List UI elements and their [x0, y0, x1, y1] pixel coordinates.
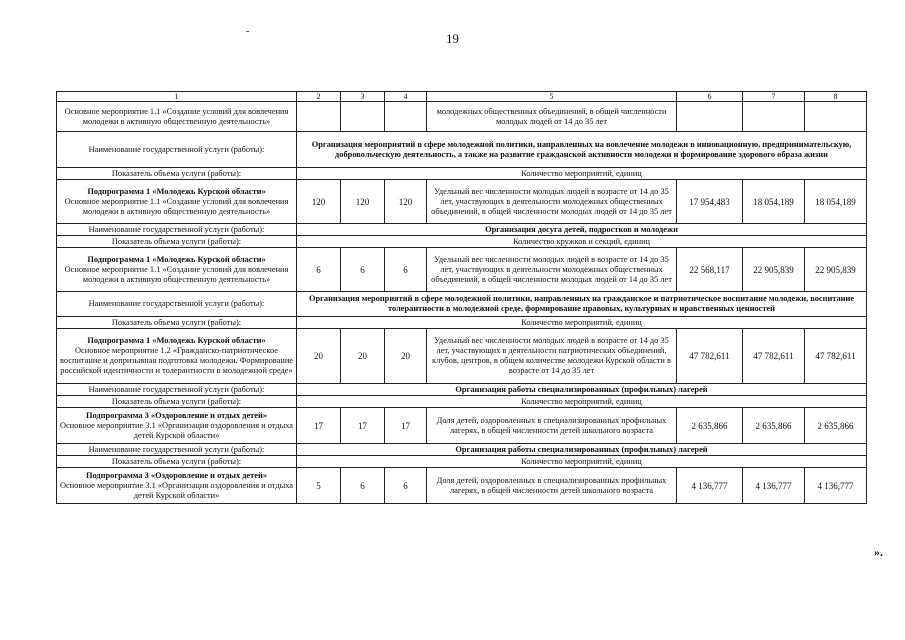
- amount-cell: 4 136,777: [743, 468, 805, 504]
- amount-cell: 22 568,117: [677, 248, 743, 292]
- value-cell: 6: [341, 468, 385, 504]
- value-cell: 120: [385, 180, 427, 224]
- amount-cell: [743, 102, 805, 132]
- header-cell: 8: [805, 92, 867, 102]
- header-row: [57, 92, 867, 102]
- service-row: [57, 292, 867, 317]
- value-cell: [297, 102, 341, 132]
- main-activity: Основное мероприятие 1.1 «Создание условий для вовлечения молодежи в активную общественную деятельность»: [64, 106, 289, 126]
- program-row: [57, 329, 867, 384]
- volume-indicator: Количество кружков и секций, единиц: [297, 236, 867, 248]
- subprogram-title: Подпрограмма 1 «Молодежь Курской области»: [87, 186, 266, 196]
- indicator-description: Удельный вес численности молодых людей в возрасте от 14 до 35 лет, участвующих в деятельности молодежных общественных объединений, в общей численности молодых людей от 14 до 35 лет: [427, 180, 677, 224]
- service-row: [57, 384, 867, 396]
- scan-mark: -: [246, 26, 250, 37]
- value-cell: [385, 102, 427, 132]
- subprogram-title: Подпрограмма 3 «Оздоровление и отдых детей»: [85, 410, 268, 420]
- service-name: Организация работы специализированных (профильных) лагерей: [297, 384, 867, 396]
- program-cell: [57, 408, 297, 444]
- program-cell: [57, 329, 297, 384]
- main-activity: Основное мероприятие 1.1 «Создание условий для вовлечения молодежи в активную общественную деятельность»: [64, 196, 289, 216]
- value-cell: 17: [297, 408, 341, 444]
- amount-cell: 47 782,611: [805, 329, 867, 384]
- services-table: [56, 91, 867, 504]
- table-body: [57, 92, 867, 504]
- value-cell: 17: [341, 408, 385, 444]
- row-label: Показатель объема услуги (работы):: [57, 396, 297, 408]
- program-row: [57, 180, 867, 224]
- service-name: Организация досуга детей, подростков и молодежи: [297, 224, 867, 236]
- amount-cell: 47 782,611: [677, 329, 743, 384]
- closing-quote: ».: [874, 545, 883, 559]
- volume-indicator: Количество мероприятий, единиц: [297, 396, 867, 408]
- value-cell: 20: [341, 329, 385, 384]
- subprogram-title: Подпрограмма 1 «Молодежь Курской области»: [87, 336, 266, 345]
- service-row: [57, 168, 867, 180]
- amount-cell: [805, 102, 867, 132]
- service-name: Организация работы специализированных (профильных) лагерей: [297, 444, 867, 456]
- amount-cell: 4 136,777: [677, 468, 743, 504]
- service-row: [57, 444, 867, 456]
- amount-cell: 22 905,839: [743, 248, 805, 292]
- value-cell: 20: [297, 329, 341, 384]
- header-cell: 3: [341, 92, 385, 102]
- value-cell: 6: [341, 248, 385, 292]
- row-label: Показатель объема услуги (работы):: [57, 236, 297, 248]
- value-cell: 5: [297, 468, 341, 504]
- header-cell: 2: [297, 92, 341, 102]
- indicator-description: Удельный вес численности молодых людей в возрасте от 14 до 35 лет, участвующих в деятельности молодежных общественных объединений, в общей численности молодых людей от 14 до 35 лет: [427, 248, 677, 292]
- main-activity: Основное мероприятие 3.1 «Организация оздоровления и отдыха детей Курской области»: [59, 420, 294, 440]
- amount-cell: 4 136,777: [805, 468, 867, 504]
- main-activity: Основное мероприятие 1.2 «Гражданско-патриотическое воспитание и допризывная подготовка молодежи. Формирование российской идентичности и толерантности в молодежной среде»: [59, 346, 294, 375]
- page-number: 19: [446, 31, 459, 46]
- indicator-description: Удельный вес численности молодых людей в возрасте от 14 до 35 лет, участвующих в деятельности патриотических объединений, клубов, центров, в общем количестве молодежи Курской области в возрасте от 14 до 35 лет: [427, 329, 677, 384]
- service-row: [57, 396, 867, 408]
- amount-cell: 22 905,839: [805, 248, 867, 292]
- main-activity: Основное мероприятие 1.1 «Создание условий для вовлечения молодежи в активную общественную деятельность»: [64, 264, 289, 284]
- service-row: [57, 456, 867, 468]
- service-row: [57, 317, 867, 329]
- indicator-description: Доля детей, оздоровленных в специализированных профильных лагерях, в общей численности детей школьного возраста: [427, 408, 677, 444]
- row-label: Наименование государственной услуги (работы):: [57, 132, 297, 168]
- amount-cell: 2 635,866: [677, 408, 743, 444]
- subprogram-title: Подпрограмма 3 «Оздоровление и отдых детей»: [85, 470, 268, 480]
- row-label: Наименование государственной услуги (работы):: [57, 384, 297, 396]
- value-cell: 20: [385, 329, 427, 384]
- volume-indicator: Количество мероприятий, единиц: [297, 317, 867, 329]
- row-label: Показатель объема услуги (работы):: [57, 456, 297, 468]
- program-row: [57, 408, 867, 444]
- volume-indicator: Количество мероприятий, единиц: [297, 456, 867, 468]
- program-row: [57, 102, 867, 132]
- amount-cell: 2 635,866: [743, 408, 805, 444]
- header-cell: 4: [385, 92, 427, 102]
- row-label: Наименование государственной услуги (работы):: [57, 224, 297, 236]
- indicator-description: молодежных общественных объединений, в общей численности молодых людей от 14 до 35 лет: [427, 102, 677, 132]
- amount-cell: 18 054,189: [743, 180, 805, 224]
- program-row: [57, 248, 867, 292]
- service-name: Организация мероприятий в сфере молодежной политики, направленных на вовлечение молодежи в инновационную, предпринимательскую, добровольческую деятельность, а также на развитие гражданской активности молодежи и формирование здорового образа жизни: [297, 132, 867, 168]
- program-row: [57, 468, 867, 504]
- service-row: [57, 132, 867, 168]
- amount-cell: 17 954,483: [677, 180, 743, 224]
- value-cell: 6: [297, 248, 341, 292]
- value-cell: 120: [297, 180, 341, 224]
- row-label: Наименование государственной услуги (работы):: [57, 292, 297, 317]
- row-label: Показатель объема услуги (работы):: [57, 317, 297, 329]
- value-cell: 120: [341, 180, 385, 224]
- header-cell: 7: [743, 92, 805, 102]
- value-cell: 6: [385, 248, 427, 292]
- row-label: Наименование государственной услуги (работы):: [57, 444, 297, 456]
- header-cell: 6: [677, 92, 743, 102]
- value-cell: 6: [385, 468, 427, 504]
- program-cell: [57, 468, 297, 504]
- program-cell: [57, 102, 297, 132]
- service-name: Организация мероприятий в сфере молодежной политики, направленных на гражданское и патриотическое воспитание молодежи, воспитание толерантности в молодежной среде, формирование правовых, культурных и нравственных ценностей: [297, 292, 867, 317]
- program-cell: [57, 180, 297, 224]
- service-row: [57, 224, 867, 236]
- main-activity: Основное мероприятие 3.1 «Организация оздоровления и отдыха детей Курской области»: [59, 480, 294, 500]
- service-row: [57, 236, 867, 248]
- amount-cell: 18 054,189: [805, 180, 867, 224]
- volume-indicator: Количество мероприятий, единиц: [297, 168, 867, 180]
- program-cell: [57, 248, 297, 292]
- indicator-description: Доля детей, оздоровленных в специализированных профильных лагерях, в общей численности детей школьного возраста: [427, 468, 677, 504]
- amount-cell: 47 782,611: [743, 329, 805, 384]
- amount-cell: 2 635,866: [805, 408, 867, 444]
- subprogram-title: Подпрограмма 1 «Молодежь Курской области»: [87, 254, 266, 264]
- header-cell: 1: [57, 92, 297, 102]
- row-label: Показатель объема услуги (работы):: [57, 168, 297, 180]
- value-cell: [341, 102, 385, 132]
- value-cell: 17: [385, 408, 427, 444]
- header-cell: 5: [427, 92, 677, 102]
- amount-cell: [677, 102, 743, 132]
